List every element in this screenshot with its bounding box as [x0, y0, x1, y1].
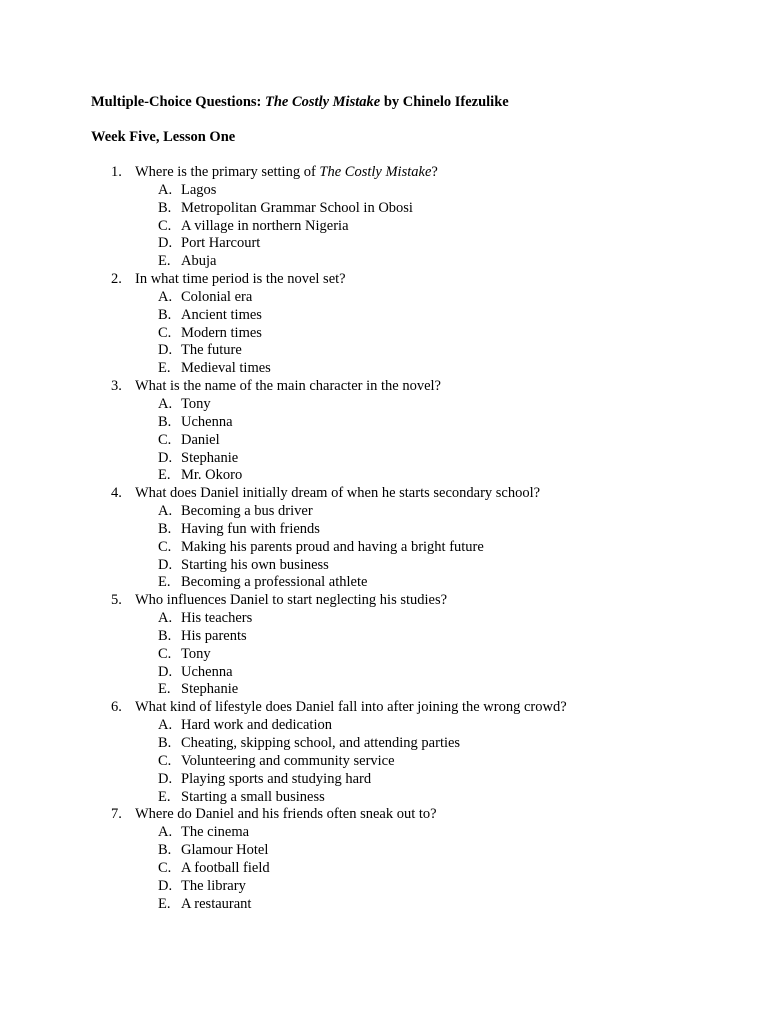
option-text: Medieval times: [181, 360, 271, 377]
option-text: Colonial era: [181, 288, 253, 305]
answer-option: [0, 824, 768, 842]
question-text-main: What is the name of the main character in the novel?: [135, 378, 441, 395]
option-letter: A.: [158, 395, 173, 412]
option-letter: E.: [158, 253, 171, 270]
option-letter: E.: [158, 360, 171, 377]
answer-option: [0, 503, 768, 521]
answer-option: [0, 396, 768, 414]
question-text: [135, 699, 567, 717]
question-number: 7.: [111, 806, 122, 823]
answer-option: [0, 342, 768, 360]
answer-option: [0, 878, 768, 896]
option-text: Playing sports and studying hard: [181, 770, 372, 787]
option-text: Abuja: [181, 253, 217, 270]
question-item: [0, 164, 768, 271]
answer-option: [0, 717, 768, 735]
question-number: 2.: [111, 271, 122, 288]
option-letter: E.: [158, 895, 171, 912]
answer-option: [0, 574, 768, 592]
answer-option: [0, 467, 768, 485]
answer-option: [0, 646, 768, 664]
option-text: A village in northern Nigeria: [181, 217, 349, 234]
answer-option: [0, 896, 768, 914]
option-letter: D.: [158, 556, 173, 573]
answer-option: [0, 681, 768, 699]
option-letter: A.: [158, 503, 173, 520]
answer-option: [0, 521, 768, 539]
option-text: Having fun with friends: [181, 520, 320, 537]
question-text: [135, 271, 346, 289]
question-item: [0, 378, 768, 485]
option-text: Becoming a bus driver: [181, 503, 313, 520]
option-text: His parents: [181, 627, 247, 644]
option-text: Modern times: [181, 324, 262, 341]
question-text: [135, 592, 447, 610]
question-item: [0, 806, 768, 913]
lesson-heading: Week Five, Lesson One: [91, 129, 236, 145]
option-text: Becoming a professional athlete: [181, 574, 368, 591]
answer-option: [0, 539, 768, 557]
question-item: [0, 271, 768, 378]
question-line: [0, 592, 768, 610]
option-text: The future: [181, 342, 242, 359]
option-letter: C.: [158, 538, 172, 555]
answer-option: [0, 200, 768, 218]
option-text: Volunteering and community service: [181, 752, 395, 769]
option-letter: D.: [158, 449, 173, 466]
question-number: 5.: [111, 592, 122, 609]
answer-option: [0, 414, 768, 432]
option-letter: A.: [158, 181, 173, 198]
option-text: A football field: [181, 859, 270, 876]
option-letter: A.: [158, 717, 173, 734]
question-text: [135, 378, 441, 396]
question-number: 3.: [111, 378, 122, 395]
option-letter: D.: [158, 663, 173, 680]
title-prefix: Multiple-Choice Questions:: [91, 94, 265, 110]
question-number: 1.: [111, 164, 122, 180]
answer-option: [0, 610, 768, 628]
answer-option: [0, 753, 768, 771]
option-letter: E.: [158, 788, 171, 805]
question-number: 4.: [111, 485, 122, 502]
option-text: Tony: [181, 395, 211, 412]
question-text-main: Where do Daniel and his friends often sneak out to?: [135, 806, 437, 823]
option-letter: B.: [158, 199, 172, 216]
option-letter: D.: [158, 342, 173, 359]
question-line: [0, 378, 768, 396]
option-text: Ancient times: [181, 306, 262, 323]
option-letter: C.: [158, 645, 172, 662]
question-line: [0, 164, 768, 182]
answer-option: [0, 289, 768, 307]
option-text: Starting his own business: [181, 556, 329, 573]
question-line: [0, 806, 768, 824]
answer-option: [0, 735, 768, 753]
answer-option: [0, 664, 768, 682]
option-text: Cheating, skipping school, and attending parties: [181, 735, 461, 751]
option-text: Stephanie: [181, 681, 239, 698]
title-book-name: The Costly Mistake: [265, 94, 381, 110]
question-item: [0, 699, 768, 806]
option-letter: A.: [158, 288, 173, 305]
answer-option: [0, 860, 768, 878]
answer-option: [0, 789, 768, 807]
question-text: [135, 806, 437, 824]
answer-option: [0, 325, 768, 343]
option-text: The library: [181, 877, 246, 894]
option-text: Uchenna: [181, 663, 233, 680]
option-letter: E.: [158, 681, 171, 698]
option-letter: C.: [158, 859, 172, 876]
answer-option: [0, 557, 768, 575]
question-text-end: ?: [431, 164, 438, 180]
option-text: Mr. Okoro: [181, 467, 243, 484]
option-text: Metropolitan Grammar School in Obosi: [181, 199, 413, 216]
option-letter: C.: [158, 431, 172, 448]
option-letter: D.: [158, 235, 173, 252]
option-letter: C.: [158, 752, 172, 769]
option-letter: B.: [158, 306, 172, 323]
question-item: [0, 592, 768, 699]
option-letter: B.: [158, 627, 172, 644]
answer-option: [0, 432, 768, 450]
answer-option: [0, 307, 768, 325]
option-letter: A.: [158, 610, 173, 627]
question-line: [0, 485, 768, 503]
option-text: The cinema: [181, 824, 250, 841]
answer-option: [0, 360, 768, 378]
option-letter: C.: [158, 217, 172, 234]
answer-option: [0, 628, 768, 646]
option-text: Hard work and dedication: [181, 717, 332, 734]
option-letter: C.: [158, 324, 172, 341]
title-author: by Chinelo Ifezulike: [380, 94, 509, 110]
question-text: [135, 485, 540, 503]
option-text: Uchenna: [181, 413, 233, 430]
option-letter: B.: [158, 520, 172, 537]
question-text-book-title: The Costly Mistake: [319, 164, 432, 180]
answer-option: [0, 235, 768, 253]
option-letter: A.: [158, 824, 173, 841]
question-text-main: What does Daniel initially dream of when he starts secondary school?: [135, 485, 541, 502]
option-letter: D.: [158, 770, 173, 787]
answer-option: [0, 450, 768, 468]
question-text-main: Where is the primary setting of: [135, 164, 320, 180]
option-text: Stephanie: [181, 449, 239, 466]
option-text: Port Harcourt: [181, 235, 261, 252]
option-letter: B.: [158, 842, 172, 859]
answer-option: [0, 842, 768, 860]
option-text: Starting a small business: [181, 788, 325, 805]
answer-option: [0, 182, 768, 200]
question-text-main: What kind of lifestyle does Daniel fall into after joining the wrong crowd?: [135, 699, 567, 716]
option-text: A restaurant: [181, 895, 252, 912]
option-text: Daniel: [181, 431, 220, 448]
question-text: [135, 164, 438, 182]
option-text: Glamour Hotel: [181, 842, 269, 859]
option-letter: E.: [158, 574, 171, 591]
option-letter: B.: [158, 735, 172, 751]
option-text: Making his parents proud and having a bright future: [181, 538, 484, 555]
answer-option: [0, 771, 768, 789]
option-text: His teachers: [181, 610, 253, 627]
option-letter: B.: [158, 413, 172, 430]
question-list: [0, 164, 768, 913]
question-number: 6.: [111, 699, 122, 716]
option-letter: D.: [158, 877, 173, 894]
option-text: Tony: [181, 645, 211, 662]
question-text-main: In what time period is the novel set?: [135, 271, 346, 288]
answer-option: [0, 218, 768, 236]
answer-option: [0, 253, 768, 271]
option-letter: E.: [158, 467, 171, 484]
question-text-main: Who influences Daniel to start neglecting his studies?: [135, 592, 448, 609]
question-item: [0, 485, 768, 592]
page-title: [91, 93, 509, 111]
question-line: [0, 699, 768, 717]
question-line: [0, 271, 768, 289]
option-text: Lagos: [181, 181, 217, 198]
